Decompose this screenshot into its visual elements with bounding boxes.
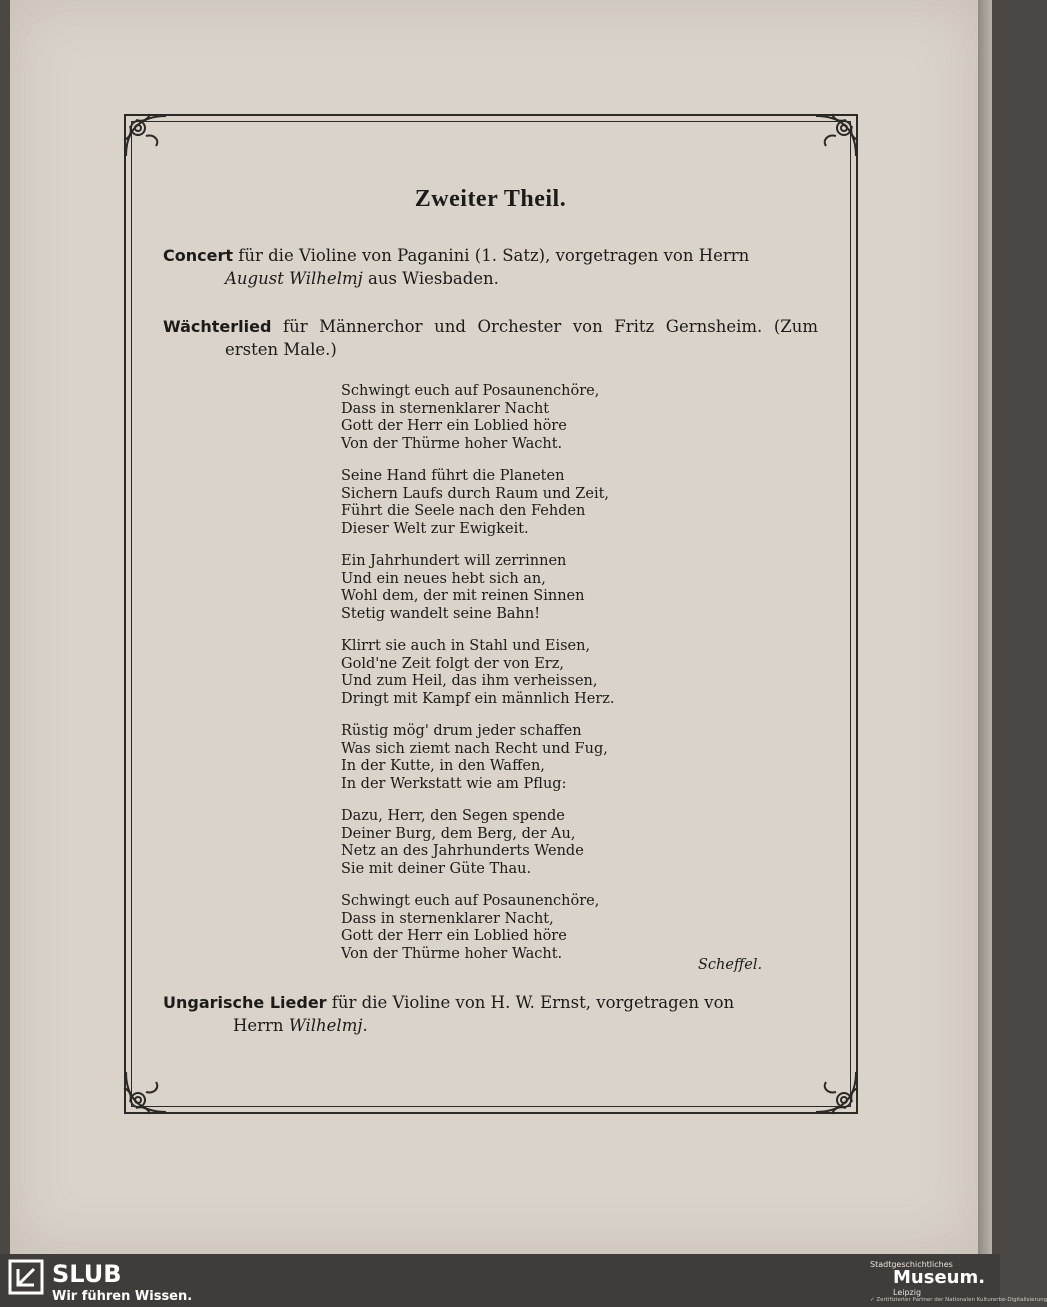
program-item-waechterlied xyxy=(163,315,818,361)
poem-line: Klirrt sie auch in Stahl und Eisen, xyxy=(341,638,591,654)
poem-line: Schwingt euch auf Posaunenchöre, xyxy=(341,893,600,909)
poem-line: In der Kutte, in den Waffen, xyxy=(341,758,545,774)
poem-line: Gold'ne Zeit folgt der von Erz, xyxy=(341,655,564,672)
poem-line: Dieser Welt zur Ewigkeit. xyxy=(341,520,529,537)
poem-stanza xyxy=(341,723,615,793)
poem-stanza xyxy=(341,893,615,963)
item-title: Concert xyxy=(163,246,233,265)
item-text: für Männerchor und Orchester von Fritz Gernsheim. (Zum ersten Male.) xyxy=(225,317,818,359)
poem-line: Dazu, Herr, den Segen spende xyxy=(341,808,565,824)
slub-logo-icon[interactable] xyxy=(10,1261,42,1293)
slub-tagline: Wir führen Wissen. xyxy=(52,1289,193,1304)
poem-line: Dass in sternenklarer Nacht xyxy=(341,400,550,417)
program-item-concert xyxy=(163,244,818,290)
item-title: Wächterlied xyxy=(163,317,272,336)
poem-line: Seine Hand führt die Planeten xyxy=(341,468,565,484)
program-item-ungarische-lieder xyxy=(163,991,818,1037)
performer-name: August Wilhelmj xyxy=(225,269,363,288)
poem-stanza xyxy=(341,553,615,623)
ornament-corner-icon xyxy=(120,1066,172,1118)
museum-label: Stadtgeschichtliches xyxy=(870,1260,953,1269)
ornament-corner-icon xyxy=(120,110,172,162)
poem-line: Dringt mit Kampf ein männlich Herz. xyxy=(341,690,615,707)
poem-line: Deiner Burg, dem Berg, der Au, xyxy=(341,825,576,842)
poem-line: Und ein neues hebt sich an, xyxy=(341,570,546,587)
poem-stanza xyxy=(341,468,615,538)
section-heading: Zweiter Theil. xyxy=(414,186,567,212)
poem-author: Scheffel. xyxy=(698,957,763,973)
poem-stanza xyxy=(341,808,615,878)
poem-line: Ein Jahrhundert will zerrinnen xyxy=(341,553,567,569)
item-text-rest: . xyxy=(362,1016,368,1035)
page-edge xyxy=(978,0,992,1254)
program-content xyxy=(163,180,818,1035)
poem-line: In der Werkstatt wie am Pflug: xyxy=(341,775,567,792)
poem-stanza xyxy=(341,383,615,453)
poem-line: Führt die Seele nach den Fehden xyxy=(341,503,586,519)
ornament-corner-icon xyxy=(810,110,862,162)
item-text-rest: aus Wiesbaden. xyxy=(362,269,499,288)
item-text: für die Violine von H. W. Ernst, vorgetragen von xyxy=(326,993,735,1012)
poem-line: Dass in sternenklarer Nacht, xyxy=(341,910,554,927)
poem-line: Schwingt euch auf Posaunenchöre, xyxy=(341,383,600,399)
poem-line: Wohl dem, der mit reinen Sinnen xyxy=(341,588,585,604)
item-text-2: Herrn xyxy=(233,1016,289,1035)
poem-line: Rüstig mög' drum jeder schaffen xyxy=(341,723,582,739)
poem-line: Und zum Heil, das ihm verheissen, xyxy=(341,673,598,689)
poem-line: Sie mit deiner Güte Thau. xyxy=(341,860,532,877)
item-title: Ungarische Lieder xyxy=(163,993,327,1012)
ornament-corner-icon xyxy=(810,1066,862,1118)
poem-line: Netz an des Jahrhunderts Wende xyxy=(341,843,584,859)
poem-line: Gott der Herr ein Loblied höre xyxy=(341,928,567,944)
poem-text xyxy=(341,383,615,978)
performer-name: Wilhelmj xyxy=(288,1016,363,1035)
poem-line: Von der Thürme hoher Wacht. xyxy=(341,945,563,962)
museum-certification: ✓ Zertifizierter Partner der Nationalen Kulturerbe-Digitalisierung xyxy=(870,1297,1047,1303)
poem-line: Von der Thürme hoher Wacht. xyxy=(341,435,563,452)
poem-line: Was sich ziemt nach Recht und Fug, xyxy=(341,740,608,757)
item-text: für die Violine von Paganini (1. Satz), vorgetragen von Herrn xyxy=(233,246,750,265)
museum-name[interactable]: Museum. xyxy=(893,1267,986,1288)
museum-city: Leipzig xyxy=(893,1288,922,1297)
poem-line: Sichern Laufs durch Raum und Zeit, xyxy=(341,485,610,502)
slub-name[interactable]: SLUB xyxy=(52,1260,122,1288)
poem-line: Gott der Herr ein Loblied höre xyxy=(341,418,567,434)
poem-stanza xyxy=(341,638,615,708)
poem-line: Stetig wandelt seine Bahn! xyxy=(341,605,541,622)
